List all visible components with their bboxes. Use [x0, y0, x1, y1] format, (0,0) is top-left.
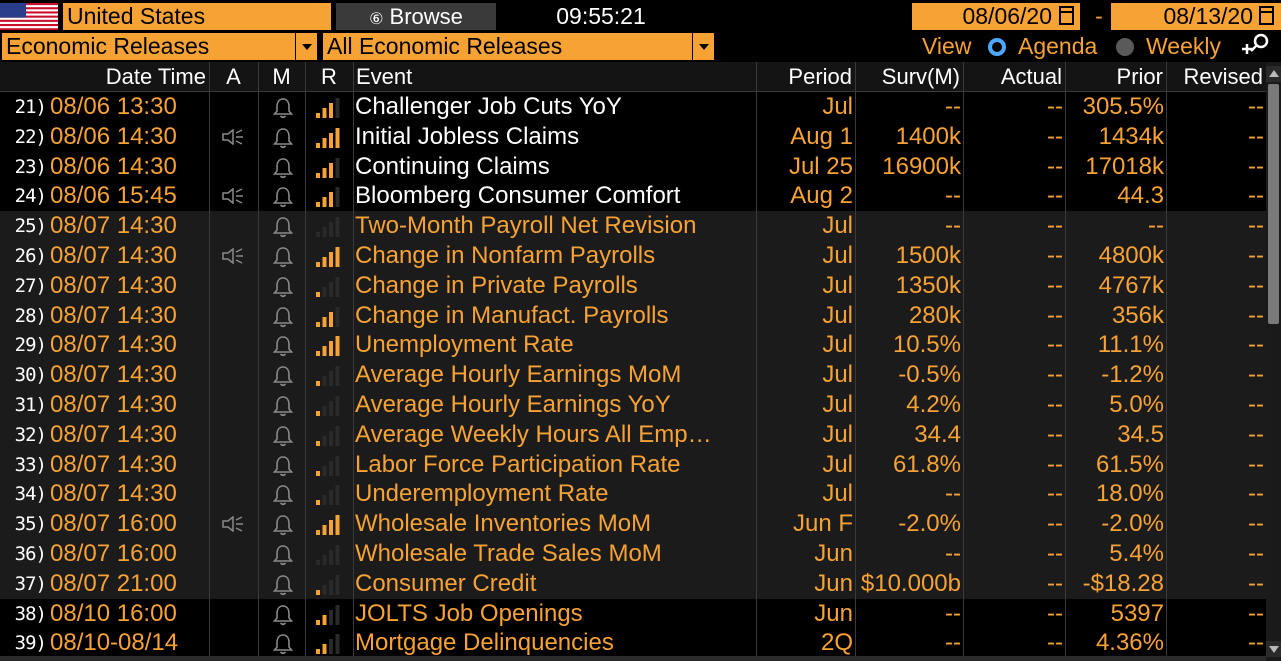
chevron-down-icon[interactable]: [295, 33, 317, 60]
row-prior: --: [1148, 212, 1164, 240]
row-index: 39): [14, 632, 46, 655]
bell-icon[interactable]: [272, 425, 294, 447]
row-prior: 356k: [1111, 301, 1164, 329]
bell-icon[interactable]: [272, 97, 294, 119]
row-event[interactable]: Continuing Claims: [355, 152, 550, 180]
row-revised: --: [1248, 152, 1264, 180]
row-survey: 34.4: [914, 420, 961, 448]
bell-icon[interactable]: [272, 365, 294, 387]
row-event[interactable]: Change in Nonfarm Payrolls: [355, 242, 656, 269]
row-revised: --: [1248, 599, 1264, 627]
table-row[interactable]: [0, 420, 1266, 450]
row-prior: 4767k: [1098, 271, 1164, 299]
row-index: 26): [14, 245, 46, 267]
bell-icon[interactable]: [272, 127, 294, 149]
bell-icon[interactable]: [272, 395, 294, 417]
row-survey: 1500k: [895, 242, 961, 269]
row-revised: --: [1248, 122, 1264, 150]
relevance-bars-icon: [316, 98, 342, 118]
category-dropdown[interactable]: [2, 33, 317, 60]
col-date-time[interactable]: Date Time: [105, 64, 206, 89]
row-actual: --: [1047, 510, 1063, 538]
row-index: 37): [14, 572, 46, 595]
row-date-time: 08/07 14:30: [50, 480, 177, 508]
row-date-time: 08/07 14:30: [50, 301, 177, 329]
table-row[interactable]: [0, 211, 1266, 241]
row-prior: 5397: [1110, 599, 1164, 627]
row-prior: 1434k: [1098, 122, 1164, 150]
row-prior: 17018k: [1085, 152, 1164, 180]
row-index: 31): [14, 394, 46, 416]
scroll-down-arrow-icon[interactable]: [1266, 641, 1281, 657]
row-date-time: 08/06 15:45: [50, 182, 177, 210]
col-revised[interactable]: Revised: [1183, 64, 1263, 89]
col-divider: [1166, 62, 1167, 661]
row-actual: --: [1047, 331, 1063, 359]
toolbar: [0, 0, 1281, 62]
row-period: Jul: [822, 331, 853, 359]
row-revised: --: [1248, 242, 1264, 269]
filter-dropdown[interactable]: [323, 33, 714, 60]
relevance-bars-icon: [316, 575, 342, 595]
col-alert[interactable]: M: [272, 64, 291, 89]
row-event[interactable]: Average Hourly Earnings YoY: [355, 391, 671, 418]
row-survey: 61.8%: [892, 450, 961, 478]
speaker-icon[interactable]: [222, 248, 244, 264]
row-prior: 61.5%: [1095, 450, 1164, 478]
relevance-bars-icon: [316, 307, 342, 327]
row-prior: 44.3: [1117, 182, 1164, 210]
row-prior: -1.2%: [1101, 361, 1164, 389]
row-date-time: 08/07 14:30: [50, 242, 177, 269]
country-field[interactable]: United States: [63, 3, 331, 30]
row-actual: --: [1047, 480, 1063, 508]
table-row[interactable]: [0, 509, 1266, 539]
relevance-bars-icon: [316, 634, 342, 654]
row-actual: --: [1047, 391, 1063, 418]
row-event[interactable]: Mortgage Delinquencies: [355, 629, 614, 657]
weekly-label[interactable]: Weekly: [1146, 33, 1221, 59]
row-event[interactable]: Consumer Credit: [355, 569, 537, 597]
row-revised: --: [1248, 569, 1264, 597]
row-revised: --: [1248, 510, 1264, 538]
row-prior: -2.0%: [1101, 510, 1164, 538]
table-row[interactable]: [0, 539, 1266, 569]
bell-icon[interactable]: [272, 186, 294, 208]
relevance-bars-icon: [316, 336, 342, 356]
row-period: 2Q: [820, 629, 853, 657]
table-row[interactable]: [0, 360, 1266, 390]
row-survey: --: [945, 182, 961, 210]
col-audio[interactable]: A: [226, 64, 241, 89]
grid-header: [0, 62, 1266, 92]
row-index: 34): [14, 483, 46, 506]
table-row[interactable]: [0, 122, 1266, 152]
row-survey: --: [945, 629, 961, 657]
bell-icon[interactable]: [272, 574, 294, 596]
bell-icon[interactable]: [272, 544, 294, 566]
bell-icon[interactable]: [272, 484, 294, 506]
row-period: Jul: [822, 93, 853, 120]
row-survey: --: [945, 93, 961, 120]
bell-icon[interactable]: [272, 633, 294, 655]
row-index: 27): [14, 274, 46, 297]
row-period: Jun: [814, 599, 853, 627]
row-period: Jun: [814, 540, 853, 567]
col-actual[interactable]: Actual: [1000, 64, 1062, 89]
relevance-bars-icon: [316, 128, 342, 148]
row-revised: --: [1248, 361, 1264, 389]
relevance-bars-icon: [316, 396, 342, 416]
browse-icon: ⑥: [369, 11, 384, 28]
row-index: 21): [14, 96, 46, 118]
table-row[interactable]: [0, 569, 1266, 599]
row-actual: --: [1047, 301, 1063, 329]
row-actual: --: [1047, 599, 1063, 627]
relevance-bars-icon: [316, 426, 342, 446]
row-prior: 11.1%: [1097, 331, 1164, 359]
relevance-bars-icon: [316, 545, 342, 565]
row-event[interactable]: Wholesale Inventories MoM: [355, 510, 652, 538]
row-event[interactable]: Wholesale Trade Sales MoM: [355, 540, 662, 567]
row-event[interactable]: Underemployment Rate: [355, 480, 609, 508]
row-prior: 18.0%: [1095, 480, 1164, 508]
row-index: 33): [14, 453, 46, 476]
row-survey: 4.2%: [906, 391, 961, 418]
row-date-time: 08/06 14:30: [50, 152, 177, 180]
row-prior: 5.4%: [1109, 540, 1164, 567]
row-period: Jul: [822, 391, 853, 418]
us-flag-icon[interactable]: [0, 3, 58, 30]
row-date-time: 08/10 16:00: [50, 599, 177, 627]
row-actual: --: [1047, 152, 1063, 180]
bell-icon[interactable]: [272, 335, 294, 357]
filter-value: All Economic Releases: [327, 33, 563, 59]
row-event[interactable]: Bloomberg Consumer Comfort: [355, 182, 681, 210]
row-revised: --: [1248, 420, 1264, 448]
zoom-icon[interactable]: [1238, 32, 1278, 58]
row-index: 23): [14, 155, 46, 178]
bell-icon[interactable]: [272, 276, 294, 298]
row-index: 35): [14, 513, 46, 536]
row-date-time: 08/07 14:30: [50, 212, 177, 240]
row-actual: --: [1047, 182, 1063, 210]
row-event[interactable]: Average Weekly Hours All Emp…: [355, 420, 712, 448]
row-survey: 10.5%: [892, 331, 961, 359]
row-revised: --: [1248, 301, 1264, 329]
row-prior: -$18.28: [1082, 569, 1164, 597]
row-actual: --: [1047, 93, 1063, 120]
row-prior: 305.5%: [1082, 93, 1164, 120]
col-divider: [353, 62, 354, 661]
row-actual: --: [1047, 450, 1063, 478]
row-period: Jul 25: [788, 152, 853, 180]
category-value: Economic Releases: [6, 33, 210, 59]
row-index: 22): [14, 125, 46, 148]
row-survey: 1400k: [895, 122, 961, 150]
relevance-bars-icon: [316, 485, 342, 505]
row-date-time: 08/07 14:30: [50, 331, 177, 359]
table-row[interactable]: [0, 479, 1266, 509]
col-divider: [855, 62, 856, 661]
row-revised: --: [1248, 182, 1264, 210]
date-to-value: 08/13/20: [1163, 3, 1253, 29]
row-actual: --: [1047, 361, 1063, 389]
table-row[interactable]: [0, 628, 1266, 658]
row-actual: --: [1047, 242, 1063, 269]
calendar-icon[interactable]: [1059, 6, 1074, 25]
col-divider: [305, 62, 306, 661]
row-revised: --: [1248, 629, 1264, 657]
row-event[interactable]: Labor Force Participation Rate: [355, 450, 681, 478]
row-actual: --: [1047, 212, 1063, 240]
row-period: Jun: [814, 569, 853, 597]
col-survey[interactable]: Surv(M): [881, 64, 960, 89]
row-survey: --: [945, 480, 961, 508]
relevance-bars-icon: [316, 158, 342, 178]
browse-label: Browse: [389, 4, 463, 29]
weekly-radio[interactable]: [1116, 38, 1134, 56]
scroll-up-arrow-icon[interactable]: [1266, 66, 1281, 82]
row-date-time: 08/06 14:30: [50, 122, 177, 150]
row-period: Jul: [822, 450, 853, 478]
row-period: Jul: [822, 301, 853, 329]
row-index: 28): [14, 304, 46, 327]
speaker-icon[interactable]: [222, 516, 244, 532]
row-event[interactable]: Average Hourly Earnings MoM: [355, 361, 682, 389]
speaker-icon[interactable]: [222, 129, 244, 145]
table-row[interactable]: [0, 450, 1266, 480]
table-row[interactable]: [0, 301, 1266, 331]
row-revised: --: [1248, 331, 1264, 359]
row-revised: --: [1248, 271, 1264, 299]
row-prior: 4.36%: [1095, 629, 1164, 657]
row-revised: --: [1248, 450, 1264, 478]
relevance-bars-icon: [316, 456, 342, 476]
scrollbar-thumb[interactable]: [1268, 84, 1279, 324]
row-date-time: 08/06 13:30: [50, 93, 177, 120]
row-actual: --: [1047, 420, 1063, 448]
col-period[interactable]: Period: [788, 64, 852, 89]
row-actual: --: [1047, 122, 1063, 150]
row-survey: 16900k: [882, 152, 961, 180]
row-survey: -2.0%: [898, 510, 961, 538]
col-event[interactable]: Event: [356, 64, 413, 89]
date-separator: -: [1095, 3, 1103, 29]
row-actual: --: [1047, 540, 1063, 567]
relevance-bars-icon: [316, 217, 342, 237]
row-event[interactable]: Change in Private Payrolls: [355, 271, 638, 299]
row-period: Aug 2: [790, 182, 853, 210]
vertical-scrollbar[interactable]: [1266, 62, 1281, 661]
row-survey: 280k: [908, 301, 961, 329]
row-date-time: 08/07 14:30: [50, 361, 177, 389]
row-date-time: 08/07 14:30: [50, 450, 177, 478]
row-prior: 34.5: [1117, 420, 1164, 448]
table-row[interactable]: [0, 241, 1266, 271]
relevance-bars-icon: [316, 366, 342, 386]
table-row[interactable]: [0, 152, 1266, 182]
row-event[interactable]: Initial Jobless Claims: [355, 122, 580, 150]
relevance-bars-icon: [316, 605, 342, 625]
clock: 09:55:21: [556, 3, 646, 29]
row-date-time: 08/07 14:30: [50, 391, 177, 418]
row-revised: --: [1248, 540, 1264, 567]
relevance-bars-icon: [316, 247, 342, 267]
col-divider: [258, 62, 259, 661]
col-prior[interactable]: Prior: [1116, 64, 1163, 89]
row-index: 36): [14, 543, 46, 565]
row-period: Jul: [822, 271, 853, 299]
row-date-time: 08/07 21:00: [50, 569, 177, 597]
row-period: Aug 1: [790, 122, 853, 150]
agenda-radio[interactable]: [988, 38, 1006, 56]
row-event[interactable]: Change in Manufact. Payrolls: [355, 301, 669, 329]
row-prior: 5.0%: [1109, 391, 1164, 418]
chevron-down-icon[interactable]: [692, 33, 714, 60]
col-divider: [963, 62, 964, 661]
row-revised: --: [1248, 212, 1264, 240]
status-strip: [0, 656, 1266, 661]
agenda-label[interactable]: Agenda: [1018, 33, 1098, 59]
row-date-time: 08/07 14:30: [50, 271, 177, 299]
col-divider: [1065, 62, 1066, 661]
row-event[interactable]: Challenger Job Cuts YoY: [355, 93, 622, 120]
calendar-icon[interactable]: [1259, 6, 1274, 25]
row-period: Jul: [822, 361, 853, 389]
row-revised: --: [1248, 480, 1264, 508]
row-period: Jul: [822, 212, 853, 240]
row-prior: 4800k: [1098, 242, 1164, 269]
bell-icon[interactable]: [272, 216, 294, 238]
date-to-field[interactable]: [1111, 3, 1281, 30]
table-row[interactable]: [0, 599, 1266, 629]
row-survey: --: [945, 599, 961, 627]
row-actual: --: [1047, 569, 1063, 597]
relevance-bars-icon: [316, 187, 342, 207]
bell-icon[interactable]: [272, 455, 294, 477]
relevance-bars-icon: [316, 277, 342, 297]
col-divider: [209, 62, 210, 661]
row-index: 25): [14, 215, 46, 238]
browse-button[interactable]: [336, 3, 496, 30]
bell-icon[interactable]: [272, 246, 294, 268]
table-row[interactable]: [0, 92, 1266, 122]
relevance-bars-icon: [316, 515, 342, 535]
row-actual: --: [1047, 271, 1063, 299]
row-revised: --: [1248, 93, 1264, 120]
col-divider: [756, 62, 757, 661]
table-row[interactable]: [0, 390, 1266, 420]
row-index: 30): [14, 364, 46, 387]
bell-icon[interactable]: [272, 306, 294, 328]
row-survey: 1350k: [895, 271, 961, 299]
table-row[interactable]: [0, 181, 1266, 211]
row-event[interactable]: Two-Month Payroll Net Revision: [355, 212, 697, 240]
row-period: Jun F: [792, 510, 853, 538]
date-from-field[interactable]: [912, 3, 1080, 30]
row-date-time: 08/07 16:00: [50, 510, 177, 538]
row-period: Jul: [822, 242, 853, 269]
row-survey: --: [945, 540, 961, 567]
releases-grid: [0, 62, 1266, 661]
row-survey: $10.000b: [860, 569, 961, 597]
row-survey: -0.5%: [898, 361, 961, 389]
bell-icon[interactable]: [272, 604, 294, 626]
speaker-icon[interactable]: [222, 188, 244, 204]
row-date-time: 08/07 14:30: [50, 420, 177, 448]
row-index: 38): [14, 602, 46, 625]
row-event[interactable]: Unemployment Rate: [355, 331, 574, 359]
row-event[interactable]: JOLTS Job Openings: [355, 599, 583, 627]
view-label: View: [922, 33, 972, 59]
table-row[interactable]: [0, 271, 1266, 301]
row-actual: --: [1047, 629, 1063, 657]
row-revised: --: [1248, 391, 1264, 418]
row-period: Jul: [822, 420, 853, 448]
row-date-time: 08/07 16:00: [50, 540, 177, 567]
row-index: 24): [14, 185, 46, 208]
col-relevance[interactable]: R: [321, 64, 337, 89]
row-index: 29): [14, 334, 46, 357]
table-row[interactable]: [0, 330, 1266, 360]
bell-icon[interactable]: [272, 157, 294, 179]
bell-icon[interactable]: [272, 514, 294, 536]
row-period: Jul: [822, 480, 853, 508]
row-survey: --: [945, 212, 961, 240]
row-date-time: 08/10-08/14: [50, 629, 179, 657]
row-index: 32): [14, 423, 46, 446]
date-from-value: 08/06/20: [962, 3, 1052, 29]
